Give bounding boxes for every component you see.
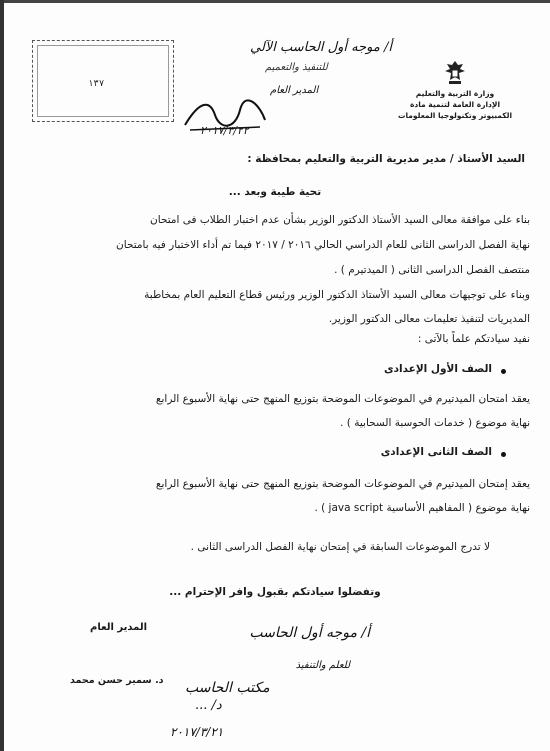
paragraph-1-line-1: بناء على موافقة معالى السيد الأستاذ الدكتور الوزير بشأن عدم اختبار الطلاب فى امتحان: [150, 214, 530, 226]
paragraph-1-line-2: نهاية الفصل الدراسى الثانى للعام الدراسي الحالي ٢٠١٦ / ٢٠١٧ فيما تم أداء الاختبار فيه بامتحان: [116, 239, 530, 251]
handwritten-note-3: المدير العام: [270, 85, 319, 96]
paragraph-1-line-3: منتصف الفصل الدراسى الثانى ( الميدتيرم ) .: [334, 264, 530, 276]
handwritten-bottom-line-1: أ/ موجه أول الحاسب: [249, 625, 370, 641]
scan-border-top: [0, 0, 550, 3]
handwritten-date-2: ٢٠١٧/٣/٢١: [170, 725, 224, 739]
scan-border-left: [0, 0, 4, 751]
handwritten-signature-b: د/ ...: [195, 698, 222, 713]
section-1-line-2: نهاية موضوع ( خدمات الحوسبة السحابية ) .: [340, 417, 530, 429]
ministry-line-3: الكمبيوتر وتكنولوجيا المعلومات: [397, 111, 513, 120]
handwritten-bottom-line-2: للعلم والتنفيذ: [295, 660, 350, 671]
section-1-title: الصف الأول الإعدادى: [383, 363, 492, 375]
ministry-line-2: الإدارة العامة لتنمية مادة: [409, 100, 501, 109]
bullet-icon: [501, 452, 506, 457]
handwritten-note-2: للتنفيذ والتعميم: [265, 62, 328, 73]
eagle-emblem-icon: [443, 60, 467, 86]
closing-line: وتفضلوا سيادتكم بقبول وافر الإحترام ...: [169, 586, 381, 598]
paragraph-2-line-1: وبناء على توجيهات معالى السيد الأستاذ الدكتور الوزير ورئيس قطاع التعليم العام بمخاطبة: [144, 289, 530, 301]
note-line: لا تدرج الموضوعات السابقة في إمتحان نهاية الفصل الدراسى الثانى .: [190, 541, 490, 553]
signature-title: المدير العام: [90, 622, 148, 633]
handwritten-note-1: أ/ موجه أول الحاسب الآلي: [250, 40, 392, 55]
section-1-line-1: يعقد امتحان الميدتيرم في الموضوعات الموضحة بتوزيع المنهج حتى نهاية الأسبوع الرابع: [155, 393, 530, 405]
section-2-line-2: نهاية موضوع ( المفاهيم الأساسية java script ) .: [314, 502, 530, 514]
ministry-line-1: وزارة التربية والتعليم: [415, 89, 495, 98]
section-2-line-1: يعقد إمتحان الميدتيرم في الموضوعات الموضحة بتوزيع المنهج حتى نهاية الأسبوع الرابع: [155, 478, 530, 490]
addressee-line: السيد الأستاذ / مدير مديرية التربية والتعليم بمحافظة :: [247, 153, 525, 165]
paragraph-2-line-3: نفيد سيادتكم علماً بالآتى :: [417, 333, 530, 345]
paragraph-2-line-2: المديريات لتنفيذ تعليمات معالى الدكتور الوزير.: [328, 313, 530, 325]
handwritten-signature-a: مكتب الحاسب: [185, 680, 270, 696]
handwritten-date-1: ٢٠١٧/٣/٢٢: [200, 124, 249, 137]
greeting-line: تحية طيبة وبعد ...: [228, 186, 322, 198]
stamp-number: ١٣٧: [88, 79, 105, 89]
section-2-title: الصف الثانى الإعدادى: [380, 446, 492, 458]
ministry-header: [390, 60, 520, 121]
incoming-stamp-box: [32, 40, 174, 122]
bullet-icon: [501, 369, 506, 374]
signature-name: د. سمير حسن محمد: [70, 675, 164, 686]
